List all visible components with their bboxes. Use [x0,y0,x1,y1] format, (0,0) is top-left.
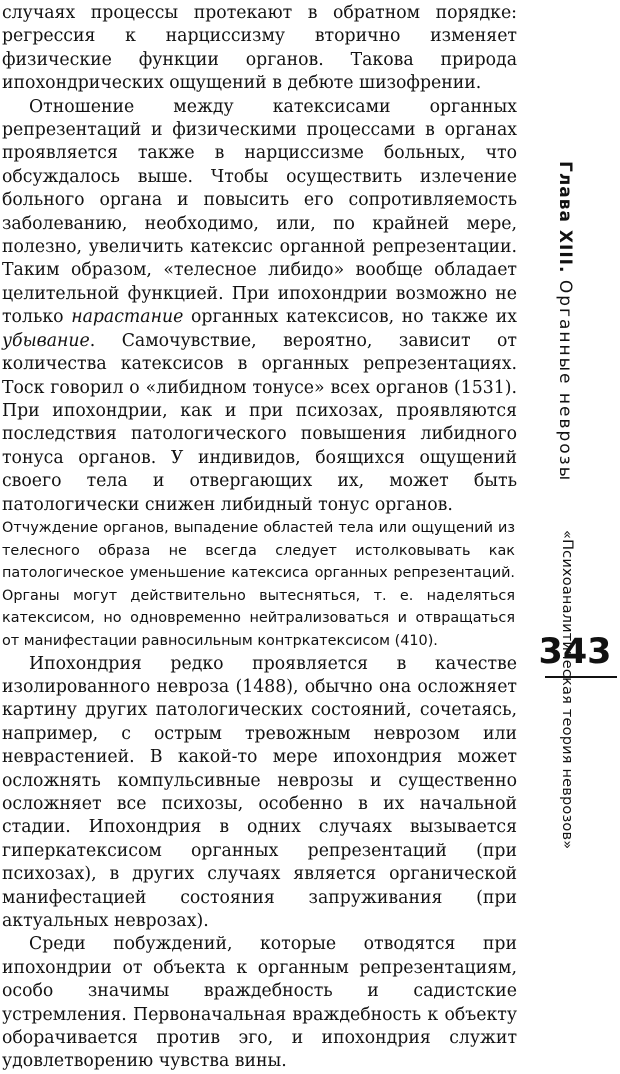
paragraph-hypochondria: Ипохондрия редко проявляется в качестве изолированного невроза (1488), обычно она осложняет картину других патологических состояний, сочетаясь, например, с острым тревожным неврозом или неврастенией. В какой-то мере ипохондрия может осложнять компульсивные неврозы и существенно осложняет все психозы, особенно в их начальной стадии. Ипохондрия в одних случаях вызывается гиперкатексисом органных репрезентаций (при психозах), в других случаях является органической манифестацией состояния запруживания (при актуальных неврозах). [2,653,517,931]
page-sidebar [531,0,619,1000]
running-head-book-title: «Психоаналитическая теория неврозов» [559,530,575,850]
paragraph-impulses: Среди побуждений, которые отводятся при ипохондрии от объекта к органным репрезентациям, особо значимы враждебность и садистские устремления. Первоначальная враждебность к объекту оборачивается против эго, и ипохондрия служит удовлетворению чувства вины. [2,934,517,1072]
running-head-chapter [555,161,575,483]
italic-term: нарастание [71,307,184,328]
paragraph-continuation: случаях процессы протекают в обратном порядке: регрессия к нарциссизму вторично изменяет физические функции органов. Такова природа ипохондрических ощущений в дебюте шизофрении. [2,3,517,94]
paragraph-text: Отношение между катексисами органных репрезентаций и физическими процессами в органах проявляется также в нарциссизме больных, что обсуждалось выше. Чтобы осуществить излечение больного органа и повысить его сопротивляемость заболеванию, необходимо, или, по крайней мере, полезно, увеличить катексис органной репрезентации. Таким образом, «телесное либидо» вообще обладает целительной функцией. При ипохондрии возможно не только [2,96,517,328]
page-number-rule [545,676,617,678]
page-number: 343 [538,632,612,672]
italic-term: убывание [2,330,90,351]
paragraph-cathexis [2,96,517,517]
paragraph-text: органных катексисов, но также их [183,307,517,328]
main-text [2,2,517,1074]
paragraph-text: . Самочувствие, вероятно, зависит от количества катексисов в органных репрезентациях. Тоск говорил о «либидном тонусе» всех органов (1531). При ипохондрии, как и при психозах, проявляются последствия патологического повышения либидного тонуса органов. У индивидов, боящихся ощущений своего тела и отвергающих их, может быть патологически снижен либидный тонус органов. [2,330,517,515]
chapter-number: Глава XIII. [555,161,575,274]
inset-note: Отчуждение органов, выпадение областей тела или ощущений из телесного образа не всегда следует истолковывать как патологическое уменьшение катексиса органных репрезентаций. Органы могут действительно вытесняться, т. е. наделяться катексисом, но одновременно нейтрализоваться и отвращаться от манифестации равносильным контркатексисом (410). [2,519,515,649]
chapter-title: Органные неврозы [555,279,575,483]
